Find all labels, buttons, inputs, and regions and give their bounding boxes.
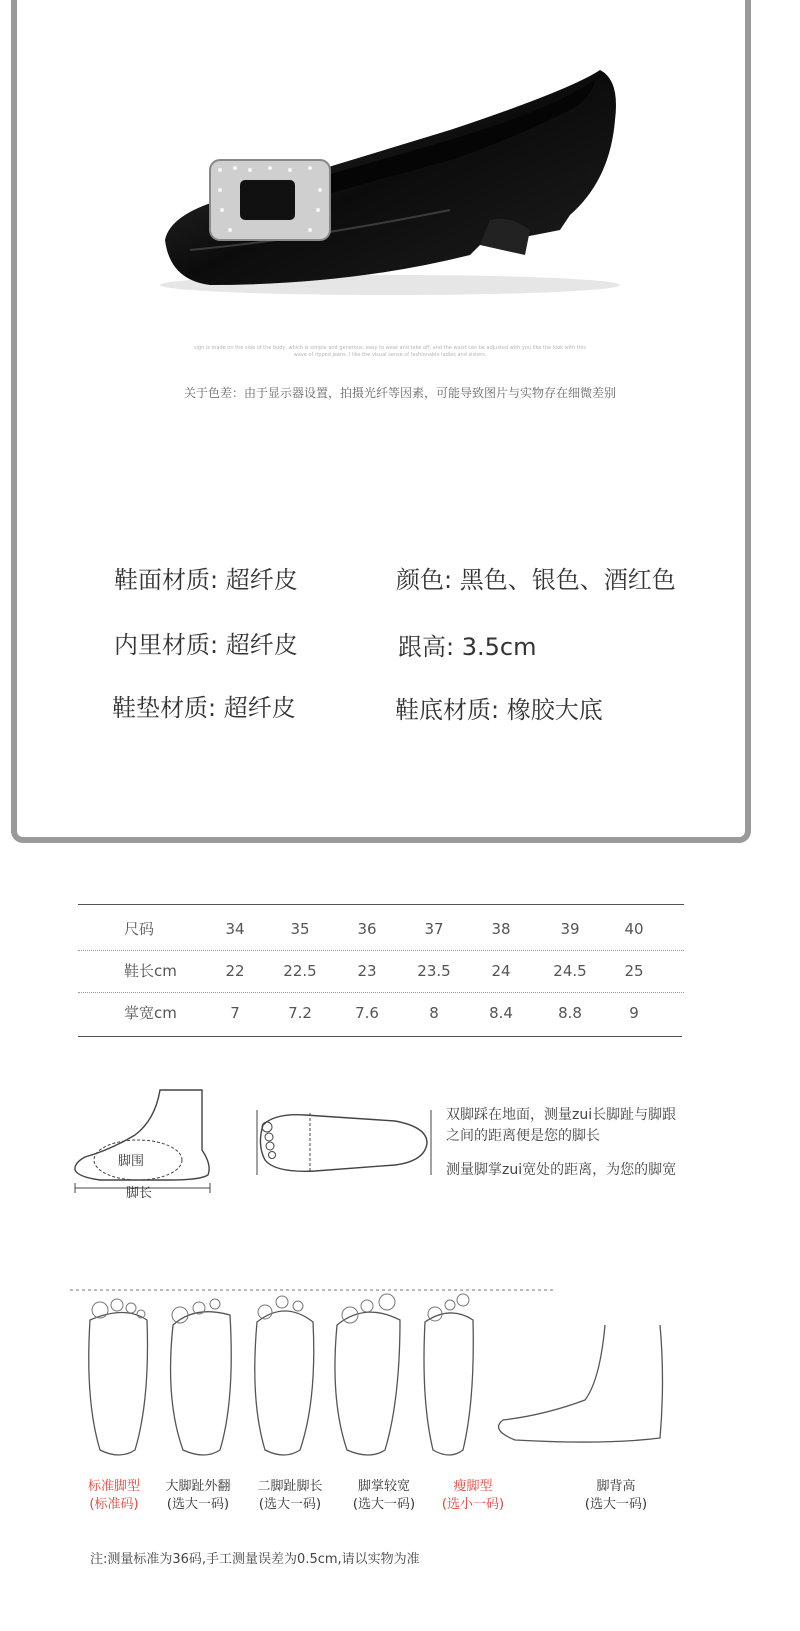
foot-type-standard: 标准脚型 (标准码) bbox=[87, 1479, 140, 1512]
table-cell: 23 bbox=[357, 962, 377, 980]
length-label: 脚长 bbox=[126, 1186, 153, 1201]
spec-lining: 内里材质: 超纤皮 bbox=[114, 631, 298, 659]
foot-type-long-second-toe: 二脚趾脚长 (选大一码) bbox=[257, 1479, 323, 1512]
table-cell: 34 bbox=[225, 920, 245, 938]
foot-types-diagram bbox=[65, 1280, 675, 1465]
foot-type-high-instep: 脚背高 (选大一码) bbox=[584, 1479, 648, 1512]
table-cell: 23.5 bbox=[417, 962, 451, 980]
table-cell: 8 bbox=[429, 1004, 439, 1022]
table-cell: 37 bbox=[424, 920, 444, 938]
table-cell: 24 bbox=[491, 962, 511, 980]
measurement-footnote: 注:测量标准为36码,手工测量误差为0.5cm,请以实物为准 bbox=[90, 1552, 420, 1567]
table-cell: 24.5 bbox=[553, 962, 587, 980]
table-cell: 22.5 bbox=[283, 962, 317, 980]
table-cell: 7 bbox=[230, 1004, 240, 1022]
table-cell: 22 bbox=[225, 962, 245, 980]
table-cell: 39 bbox=[560, 920, 580, 938]
table-row bbox=[78, 908, 684, 951]
foot-type-slim: 瘦脚型 (选小一码) bbox=[441, 1479, 505, 1512]
foot-top-diagram-icon bbox=[255, 1105, 435, 1180]
table-cell: 8.4 bbox=[489, 1004, 513, 1022]
table-cell: 9 bbox=[629, 1004, 639, 1022]
wide-foot-icon bbox=[335, 1312, 400, 1455]
width-instruction: 测量脚掌zui宽处的距离，为您的脚宽 bbox=[446, 1162, 677, 1178]
table-row bbox=[78, 950, 684, 993]
color-difference-note: 关于色差：由于显示器设置，拍摄光纤等因素，可能导致图片与实物存在细微差别 bbox=[183, 386, 616, 400]
spec-color: 颜色: 黑色、银色、酒红色 bbox=[396, 566, 676, 594]
row-header: 掌宽cm bbox=[124, 1004, 177, 1022]
spec-sole: 鞋底材质: 橡胶大底 bbox=[395, 696, 603, 724]
bunion-foot-icon bbox=[171, 1312, 232, 1455]
foot-type-bunion: 大脚趾外翻 (选大一码) bbox=[165, 1479, 231, 1512]
standard-foot-icon bbox=[89, 1313, 148, 1456]
table-bottom-border bbox=[78, 1036, 682, 1037]
shoe-image bbox=[150, 40, 630, 310]
table-cell: 36 bbox=[357, 920, 377, 938]
table-cell: 35 bbox=[290, 920, 310, 938]
table-cell: 8.8 bbox=[558, 1004, 582, 1022]
table-top-border bbox=[78, 904, 684, 905]
spec-insole: 鞋垫材质: 超纤皮 bbox=[112, 694, 296, 722]
tiny-caption: sign is made on the side of the body, which is simple and generous, easy to wear and take off, and the waist can be adjusted with you like the look with this wave of ripped jeans. I like the visual sense of fashionable ladies and sisters. bbox=[194, 345, 586, 358]
table-cell: 7.2 bbox=[288, 1004, 312, 1022]
row-header: 鞋长cm bbox=[124, 962, 177, 980]
foot-type-wide: 脚掌较宽 (选大一码) bbox=[352, 1479, 416, 1512]
spec-heel: 跟高: 3.5cm bbox=[398, 633, 537, 661]
girth-label: 脚围 bbox=[118, 1154, 145, 1169]
row-header: 尺码 bbox=[124, 920, 155, 938]
buckle-ornament bbox=[210, 160, 330, 240]
table-row bbox=[78, 992, 684, 1034]
table-cell: 40 bbox=[624, 920, 644, 938]
table-cell: 38 bbox=[491, 920, 511, 938]
table-cell: 25 bbox=[624, 962, 644, 980]
spec-upper: 鞋面材质: 超纤皮 bbox=[114, 566, 298, 594]
table-cell: 7.6 bbox=[355, 1004, 379, 1022]
high-instep-foot-icon bbox=[499, 1325, 663, 1442]
length-instruction: 双脚踩在地面，测量zui长脚趾与脚跟 之间的距离便是您的脚长 bbox=[446, 1107, 677, 1144]
long-second-toe-icon bbox=[255, 1311, 314, 1455]
slim-foot-icon bbox=[424, 1313, 473, 1455]
